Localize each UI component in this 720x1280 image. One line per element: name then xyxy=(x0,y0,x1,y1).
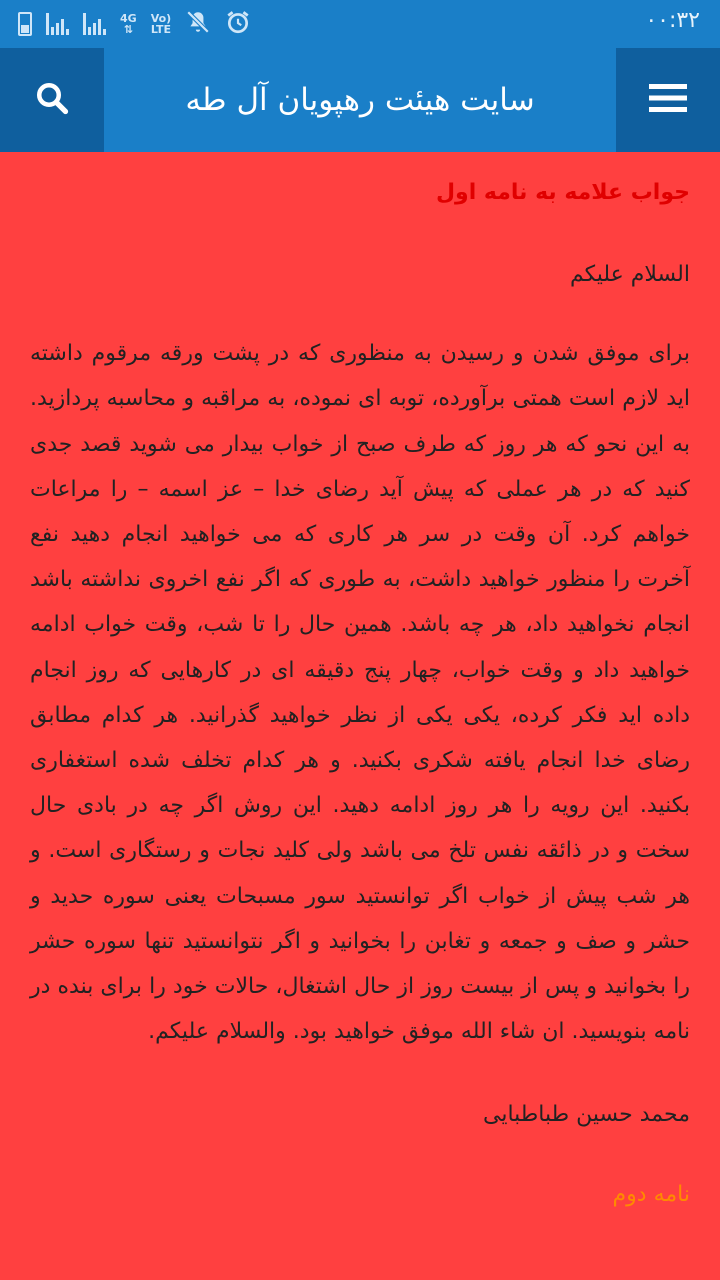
alarm-icon xyxy=(225,9,251,39)
app-title: سایت هیئت رهپویان آل طه xyxy=(185,82,535,118)
post-body: برای موفق شدن و رسیدن به منظوری که در پشت ورقه مرقوم داشته اید لازم است همتی برآورده، توبه ای نموده، به مراقبه و محاسبه پردازید. به این نحو که هر روز که طرف صبح از خواب بیدار می شوید قصد جدی کنید که در هر عملی که پیش آید رضای خدا – عز اسمه – را مراعات خواهم کرد. آن وقت در سر هر کاری که می خواهید انجام دهید نفع آخرت را منظور خواهید داشت، به طوری که اگر نفع اخروی نداشته باشد انجام نخواهید داد، هر چه باشد. همین حال را تا شب، وقت خواب ادامه خواهید داد و وقت خواب، چهار پنج دقیقه ای در کارهایی که روز انجام داده اید فکر کرده، یکی یکی از نظر خواهید گذرانید. هر کدام مطابق رضای خدا انجام یافته شکری بکنید. و هر کدام تخلف شده استغفاری بکنید. این رویه را هر روز ادامه دهید. این روش اگر چه در بادی حال سخت و در ذائقه نفس تلخ می باشد ولی کلید نجات و رستگاری است. و هر شب پیش از خواب اگر توانستید سور مسبحات یعنی سوره حدید و حشر و صف و جمعه و تغابن را بخوانید و اگر نتوانستید تنها سوره حشر را بخوانید و پس از بیست روز از حال اشتغال، حالات خود را برای بنده در نامه بنویسید. ان شاء الله موفق خواهید بود. والسلام علیکم. xyxy=(30,341,690,1045)
signal-icon-2 xyxy=(83,13,106,35)
network-label: 4G xyxy=(120,12,137,25)
post-signature: محمد حسین طباطبایی xyxy=(482,1102,690,1128)
signal-icon xyxy=(46,13,69,35)
app-bar xyxy=(0,48,720,152)
battery-icon xyxy=(18,12,32,36)
mute-icon xyxy=(185,9,211,39)
status-bar xyxy=(0,0,720,48)
volte-icon xyxy=(151,13,172,35)
4g-data-icon: 4G ⇅ xyxy=(120,12,137,36)
post-content xyxy=(0,152,720,1280)
volte-label-top: Vo) xyxy=(150,12,172,25)
search-button[interactable] xyxy=(0,48,104,152)
clock: ۰۰:۳۲ xyxy=(645,8,700,33)
search-icon xyxy=(34,80,70,120)
status-icons xyxy=(18,8,251,40)
post-title: جواب علامه به نامه اول xyxy=(435,180,690,205)
next-letter-heading[interactable]: نامه دوم xyxy=(612,1181,690,1207)
volte-label-bottom: LTE xyxy=(150,23,172,36)
post-greeting: السلام علیکم xyxy=(569,262,690,287)
menu-button[interactable] xyxy=(616,48,720,152)
hamburger-menu-icon xyxy=(649,82,687,118)
